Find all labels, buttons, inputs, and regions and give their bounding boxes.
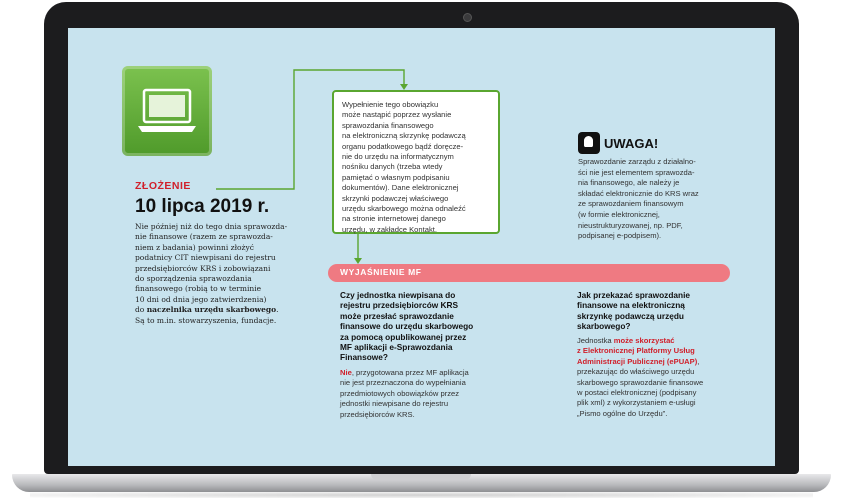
- answer-comma: ,: [697, 356, 700, 366]
- body-line: do sporządzenia sprawozdania: [135, 274, 252, 284]
- question-left: [340, 290, 515, 363]
- question-line: Finansowe?: [340, 352, 388, 363]
- laptop-tile: [122, 66, 212, 156]
- answer-line: przedsiębiorców KRS.: [340, 409, 415, 419]
- uwaga-line: nieustrukturyzowanej, np. PDF,: [578, 220, 683, 230]
- box-line: sprawozdania finansowego: [342, 120, 434, 130]
- laptop-screen: [68, 28, 775, 466]
- body-line: 10 dni od dnia jego zatwierdzenia): [135, 294, 267, 304]
- box-line: organu podatkowego bądź doręcze-: [342, 141, 464, 151]
- alert-hand-icon: [578, 132, 600, 154]
- answer-no-emphasis: Nie: [340, 368, 352, 377]
- answer-line: plik xml) z wykorzystaniem e-usługi: [577, 398, 696, 408]
- box-line: nie do urzędu na informatycznym: [342, 152, 454, 162]
- body-line: podatnicy CIT niewpisani do rejestru: [135, 253, 276, 263]
- deadline-date: 10 lipca 2019 r.: [135, 196, 270, 217]
- question-line: za pomocą opublikowanej przez: [340, 331, 467, 342]
- section-label-zlozenie: ZŁOŻENIE: [135, 180, 191, 192]
- webcam-icon: [463, 13, 472, 22]
- uwaga-heading: [578, 132, 658, 154]
- body-line: przedsiębiorców KRS i zobowiązani: [135, 263, 271, 273]
- laptop-shadow: [30, 492, 813, 498]
- answer-line: nie jest przeznaczona do wypełniania: [340, 378, 466, 388]
- question-line: rejestru przedsiębiorców KRS: [340, 300, 459, 311]
- answer-prefix: Jednostka: [577, 336, 614, 345]
- box-line: nośniku danych (trzeba wtedy: [342, 162, 443, 172]
- question-line: Jak przekazać sprawozdanie: [577, 290, 690, 300]
- uwaga-title: UWAGA!: [604, 135, 659, 151]
- question-line: finansowe na elektroniczną: [577, 300, 685, 311]
- uwaga-line: składać elektronicznie do KRS wraz: [578, 188, 699, 198]
- answer-line: przekazując do właściwego urzędu: [577, 367, 695, 377]
- answer-line: przedmiotowych obowiązków przez: [340, 388, 460, 398]
- body-line: finansowego (robią to w terminie: [135, 284, 262, 294]
- answer-emphasis: może skorzystać: [613, 336, 675, 345]
- body-line: nie finansowe (razem ze sprawozda-: [135, 232, 273, 242]
- laptop-base-notch: [371, 474, 471, 480]
- body-line-prefix: do: [135, 305, 147, 315]
- laptop-icon: [122, 66, 212, 156]
- answer-line: skarbowego sprawozdanie finansowe: [577, 377, 704, 387]
- uwaga-text: [578, 157, 738, 242]
- uwaga-line: ści nie jest elementem sprawozda-: [578, 167, 695, 177]
- box-line: na elektroniczną skrzynkę podawczą: [342, 131, 466, 141]
- box-line: urzędu, w zakładce Kontakt.: [342, 224, 437, 234]
- answer-emphasis: z Elektronicznej Platformy Usług: [577, 346, 695, 356]
- box-line: Wypełnienie tego obowiązku: [342, 100, 439, 109]
- body-line: niem z badania) powinni złożyć: [135, 242, 254, 252]
- box-line: może nastąpić poprzez wysłanie: [342, 110, 452, 120]
- answer-right: [577, 336, 752, 419]
- box-line: pamiętać o własnym podpisaniu: [342, 172, 450, 182]
- uwaga-line: ze sprawozdaniem finansowym: [578, 199, 684, 209]
- question-line: Czy jednostka niewpisana do: [340, 290, 456, 300]
- uwaga-line: nia finansowego, ale należy je: [578, 178, 680, 188]
- question-line: MF aplikacji e-Sprawozdania: [340, 342, 453, 353]
- answer-line: w postaci elektronicznej (podpisany: [577, 388, 697, 398]
- box-line: dokumentów). Dane elektronicznej: [342, 183, 459, 193]
- answer-line: jednostki niewpisane do rejestru: [340, 399, 449, 409]
- tax-office-emphasis: naczelnika urzędu skarbowego: [146, 305, 277, 315]
- deadline-description: [135, 222, 310, 326]
- body-line-suffix: .: [276, 305, 279, 315]
- question-line: skarbowego?: [577, 321, 631, 332]
- answer-line: „Pismo ogólne do Urzędu”.: [577, 408, 668, 418]
- question-right: [577, 290, 747, 332]
- body-line: Nie później niż do tego dnia sprawozda-: [135, 222, 288, 231]
- uwaga-line: (w formie elektronicznej,: [578, 209, 660, 219]
- box-line: na stronie internetowej danego: [342, 214, 446, 224]
- filing-method-box: [332, 90, 500, 234]
- answer-emphasis: Administracji Publicznej (ePUAP): [577, 356, 698, 366]
- mf-explanation-label: WYJAŚNIENIE MF: [340, 267, 422, 277]
- answer-left: [340, 368, 510, 420]
- uwaga-line: Sprawozdanie zarządu z działalno-: [578, 157, 696, 166]
- question-line: skrzynkę podawczą urzędu: [577, 310, 684, 321]
- answer-line: , przygotowana przez MF aplikacja: [351, 368, 469, 377]
- question-line: finansowe do urzędu skarbowego: [340, 321, 474, 332]
- uwaga-line: podpisanej e-podpisem).: [578, 231, 662, 241]
- body-line: Są to m.in. stowarzyszenia, fundacje.: [135, 315, 277, 325]
- mf-explanation-band: [328, 264, 730, 282]
- box-line: skrzynki podawczej właściwego: [342, 193, 449, 203]
- box-line: urzędu skarbowego można odnaleźć: [342, 204, 466, 214]
- filing-method-text: [342, 100, 490, 235]
- question-line: może przesłać sprawozdanie: [340, 310, 454, 321]
